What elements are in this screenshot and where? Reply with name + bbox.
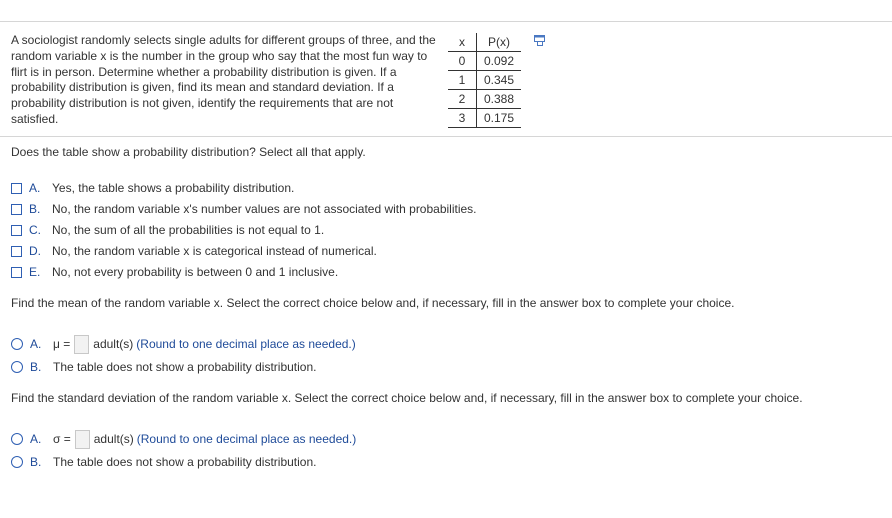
probability-table [448,33,521,128]
table-cell-p: 0.345 [477,71,522,90]
option-text: Yes, the table shows a probability distribution. [52,181,295,195]
top-divider [0,21,892,22]
option-letter: C. [29,223,41,237]
mean-answer-input[interactable] [74,335,89,354]
mean-symbol: μ = [53,337,71,351]
option-text: No, not every probability is between 0 and 1 inclusive. [52,265,339,279]
radio-button[interactable] [11,456,23,468]
checkbox[interactable] [11,204,22,215]
table-cell-p: 0.175 [477,109,522,128]
radio-button[interactable] [11,433,23,445]
table-cell-x: 1 [448,71,477,90]
checkbox[interactable] [11,225,22,236]
option-letter: B. [30,455,42,469]
q3-option-a[interactable] [11,429,356,449]
option-letter: E. [29,265,41,279]
copy-table-icon[interactable] [534,35,546,49]
table-row [448,109,521,128]
checkbox[interactable] [11,183,22,194]
q1-option-a[interactable] [11,180,294,196]
checkbox[interactable] [11,267,22,278]
table-row [448,71,521,90]
unit-label: adult(s) [93,432,134,446]
radio-button[interactable] [11,361,23,373]
option-letter: B. [30,360,42,374]
q1-option-e[interactable] [11,264,338,280]
q3-option-b[interactable] [11,454,317,470]
section-divider [0,136,892,137]
option-text: The table does not show a probability distribution. [53,455,317,469]
rounding-hint: (Round to one decimal place as needed.) [136,337,356,351]
table-header-row [448,33,521,52]
q2-option-a[interactable] [11,334,356,354]
option-text: No, the random variable x's number values are not associated with probabilities. [52,202,477,216]
q3-prompt: Find the standard deviation of the random variable x. Select the correct choice below and, if necessary, fill in the answer box to complete your choice. [11,391,803,405]
option-text: No, the random variable x is categorical instead of numerical. [52,244,377,258]
option-letter: B. [29,202,41,216]
table-row [448,52,521,71]
q1-prompt: Does the table show a probability distribution? Select all that apply. [11,145,366,159]
table-cell-p: 0.388 [477,90,522,109]
table-cell-x: 2 [448,90,477,109]
option-letter: A. [30,432,42,446]
sd-answer-input[interactable] [75,430,90,449]
table-header-x: x [448,33,477,52]
table-row [448,90,521,109]
radio-button[interactable] [11,338,23,350]
table-cell-x: 0 [448,52,477,71]
table-header-px: P(x) [477,33,522,52]
option-letter: D. [29,244,41,258]
q2-prompt: Find the mean of the random variable x. Select the correct choice below and, if necessary, fill in the answer box to complete your choice. [11,296,735,310]
problem-statement: A sociologist randomly selects single adults for different groups of three, and the random variable x is the number in the group who say that the most fun way to flirt is in person. Determine whether a probability distribution is given. If a probability distribution is given, find its mean and standard deviation. If a probability distribution is not given, identify the requirements that are not satisfied. [11,33,436,126]
option-letter: A. [29,181,41,195]
checkbox[interactable] [11,246,22,257]
option-text: No, the sum of all the probabilities is not equal to 1. [52,223,325,237]
q1-option-d[interactable] [11,243,377,259]
q1-option-b[interactable] [11,201,477,217]
sigma-symbol: σ = [53,432,71,446]
q2-option-b[interactable] [11,359,317,375]
table-cell-x: 3 [448,109,477,128]
q1-option-c[interactable] [11,222,324,238]
option-letter: A. [30,337,42,351]
option-text: The table does not show a probability distribution. [53,360,317,374]
table-cell-p: 0.092 [477,52,522,71]
unit-label: adult(s) [93,337,134,351]
rounding-hint: (Round to one decimal place as needed.) [136,432,357,446]
